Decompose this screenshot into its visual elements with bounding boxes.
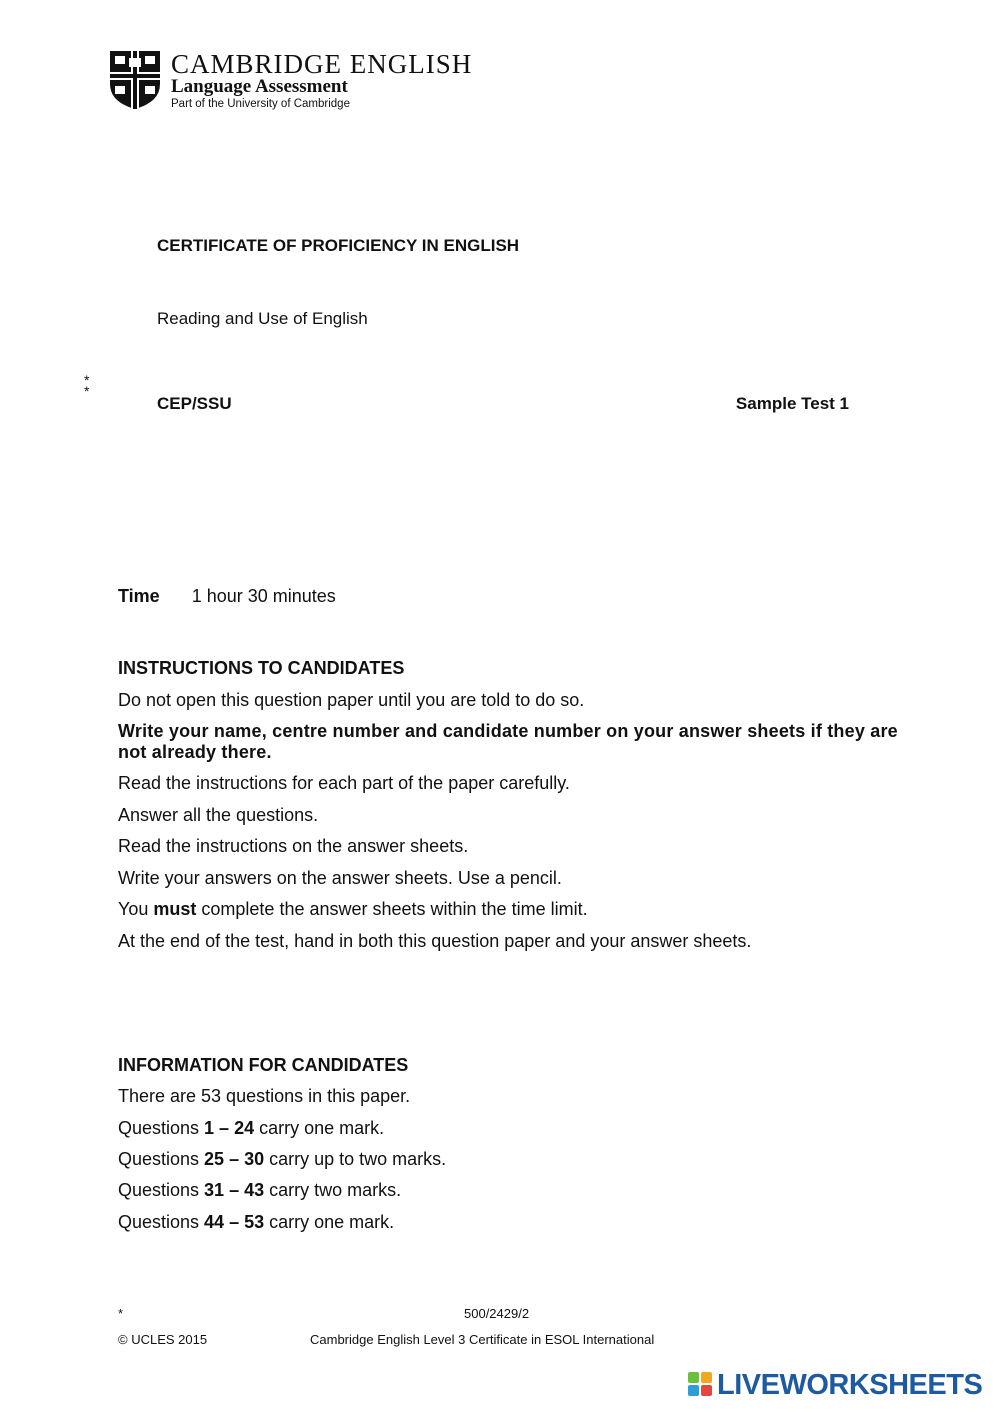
time-row — [118, 586, 336, 607]
time-value: 1 hour 30 minutes — [191, 586, 336, 606]
question-marks: carry one mark. — [254, 1118, 385, 1138]
side-mark-text: * * — [84, 372, 90, 399]
instructions-heading: INSTRUCTIONS TO CANDIDATES — [118, 658, 405, 678]
instruction-line-bold: Write your name, centre number and candidate number on your answer sheets if they are not already there. — [118, 721, 898, 762]
question-marks: carry two marks. — [264, 1180, 402, 1200]
question-range: 25 – 30 — [204, 1149, 265, 1169]
instruction-line: Do not open this question paper until you are told to do so. — [118, 690, 585, 710]
question-range: 31 – 43 — [204, 1180, 265, 1200]
liveworksheets-text: LIVEWORKSHEETS — [717, 1369, 983, 1401]
brand-title: CAMBRIDGE ENGLISH — [171, 49, 473, 79]
instruction-text: You — [118, 899, 154, 919]
information-question-row — [118, 1212, 918, 1233]
question-range: 1 – 24 — [204, 1118, 255, 1138]
time-label: Time — [118, 586, 160, 606]
instruction-line: Read the instructions for each part of the paper carefully. — [118, 773, 570, 793]
instruction-line: At the end of the test, hand in both this question paper and your answer sheets. — [118, 931, 752, 951]
information-question-row — [118, 1180, 918, 1201]
question-prefix: Questions — [118, 1212, 205, 1232]
exam-title: CERTIFICATE OF PROFICIENCY IN ENGLISH — [157, 236, 520, 255]
brand-part-of: Part of the University of Cambridge — [171, 98, 350, 110]
instruction-line — [118, 899, 918, 920]
question-marks: carry up to two marks. — [264, 1149, 447, 1169]
instruction-text: complete the answer sheets within the time limit. — [196, 899, 588, 919]
instruction-line: Write your answers on the answer sheets. Use a pencil. — [118, 868, 562, 888]
cambridge-crest-icon — [109, 50, 161, 110]
question-marks: carry one mark. — [264, 1212, 395, 1232]
question-prefix: Questions — [118, 1118, 205, 1138]
question-prefix: Questions — [118, 1180, 205, 1200]
brand-subtitle: Language Assessment — [171, 76, 348, 97]
footer-level: Cambridge English Level 3 Certificate in ESOL International — [310, 1332, 655, 1347]
footer-copyright: © UCLES 2015 — [118, 1332, 208, 1347]
sample-test: Sample Test 1 — [735, 394, 849, 413]
instruction-line: Answer all the questions. — [118, 805, 319, 825]
instruction-line: Read the instructions on the answer sheets. — [118, 836, 469, 856]
footer-reference: 500/2429/2 — [464, 1306, 530, 1321]
liveworksheets-logo-icon — [687, 1371, 713, 1397]
information-question-row — [118, 1149, 918, 1170]
cambridge-logo — [109, 50, 489, 114]
footer-asterisk: * — [118, 1306, 124, 1321]
instruction-emphasis: must — [153, 899, 197, 919]
paper-name: Reading and Use of English — [157, 309, 368, 328]
question-range: 44 – 53 — [204, 1212, 265, 1232]
question-prefix: Questions — [118, 1149, 205, 1169]
information-line: There are 53 questions in this paper. — [118, 1086, 411, 1106]
side-marks — [84, 372, 94, 399]
exam-code: CEP/SSU — [157, 394, 232, 413]
liveworksheets-watermark — [687, 1367, 987, 1403]
information-question-row — [118, 1118, 918, 1139]
information-heading: INFORMATION FOR CANDIDATES — [118, 1055, 409, 1075]
